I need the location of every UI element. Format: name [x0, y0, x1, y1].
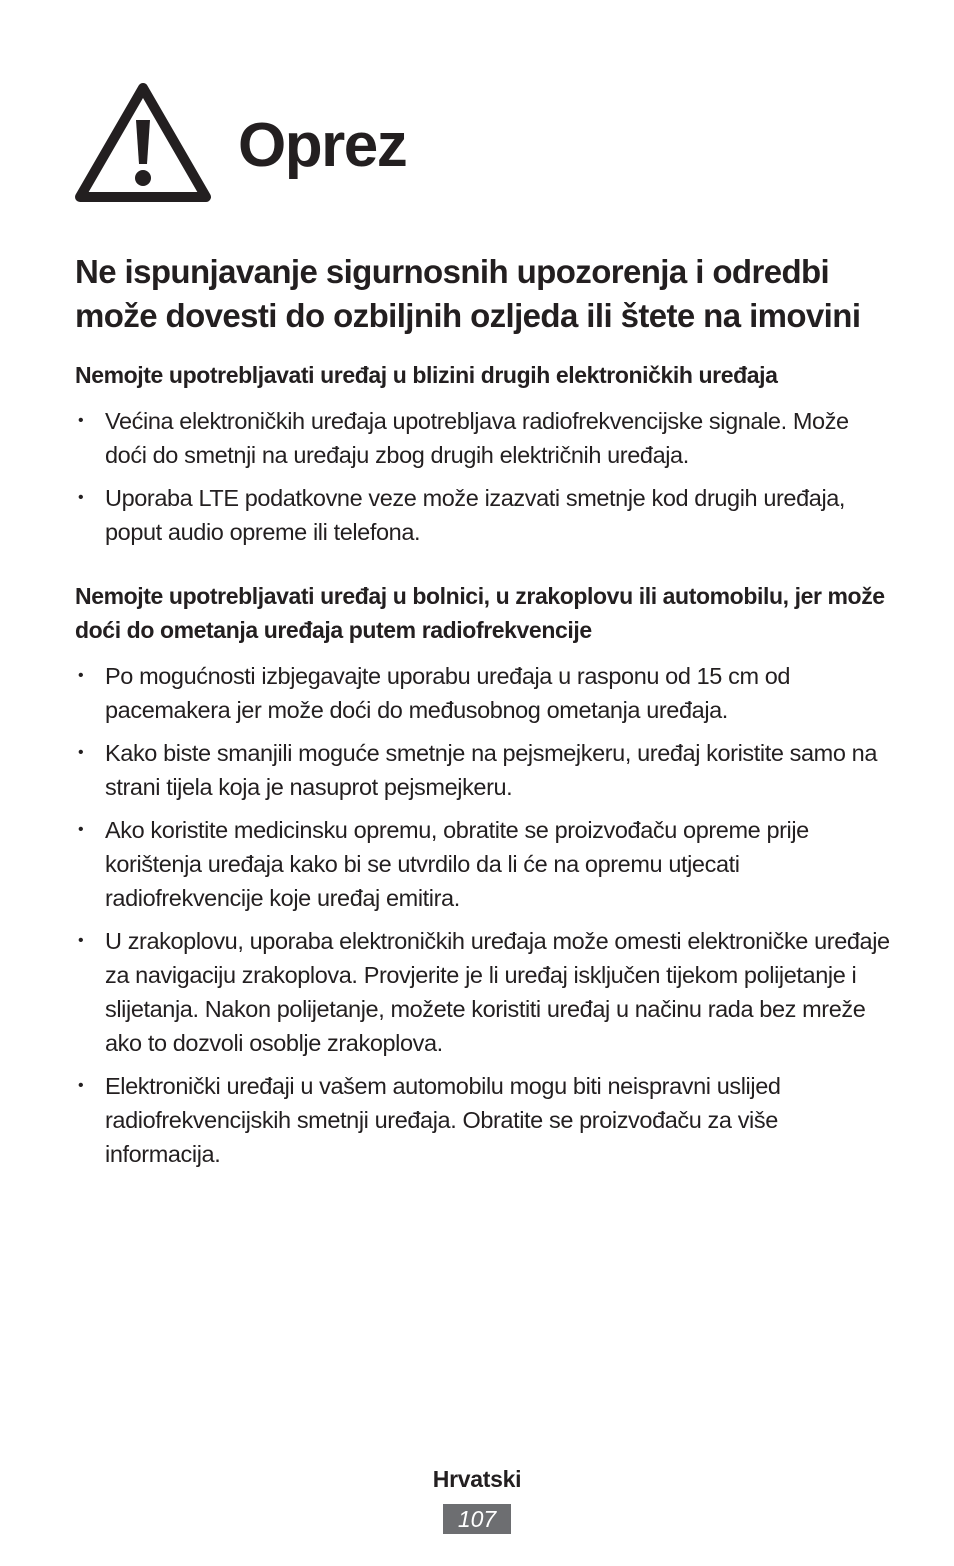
list-item	[75, 659, 890, 727]
bullet-icon: •	[78, 667, 84, 684]
list-item	[75, 404, 890, 472]
warning-triangle-icon	[74, 80, 212, 204]
footer-language: Hrvatski	[432, 1466, 522, 1492]
list-item-text: Većina elektroničkih uređaja upotrebljava radiofrekvencijske signale. Može doći do smetnji na uređaju zbog drugih električnih uređaja.	[105, 408, 849, 468]
page-header	[74, 80, 406, 204]
bullet-icon: •	[78, 1077, 84, 1094]
bullet-list-electronic-devices	[75, 404, 890, 549]
bullet-icon: •	[78, 412, 84, 429]
list-item-text: U zrakoplovu, uporaba elektroničkih uređaja može omesti elektroničke uređaje za navigaciju zrakoplova. Provjerite je li uređaj isključen tijekom polijetanje i slijetanja. Nakon polijetanje, možete koristiti uređaj u načinu rada bez mreže ako to dozvoli osoblje zrakoplova.	[105, 928, 890, 1056]
section-heading-electronic-devices: Nemojte upotrebljavati uređaj u blizini drugih elektroničkih uređaja	[75, 362, 778, 388]
bullet-icon: •	[78, 821, 84, 838]
list-item	[75, 736, 890, 804]
list-item	[75, 481, 890, 549]
main-heading: Ne ispunjavanje sigurnosnih upozorenja i odredbi može dovesti do ozbiljnih ozljeda ili štete na imovini	[75, 253, 861, 334]
list-item-text: Uporaba LTE podatkovne veze može izazvati smetnje kod drugih uređaja, poput audio opreme ili telefona.	[105, 485, 846, 545]
bullet-list-hospital-aircraft	[75, 659, 890, 1171]
list-item	[75, 813, 890, 915]
list-item-text: Kako biste smanjili moguće smetnje na pejsmejkeru, uređaj koristite samo na strani tijela koja je nasuprot pejsmejkeru.	[105, 740, 877, 800]
list-item-text: Elektronički uređaji u vašem automobilu mogu biti neispravni uslijed radiofrekvencijskih smetnji uređaja. Obratite se proizvođaču za više informacija.	[105, 1073, 781, 1167]
bullet-icon: •	[78, 932, 84, 949]
page-title: Oprez	[238, 111, 407, 180]
list-item-text: Ako koristite medicinsku opremu, obratite se proizvođaču opreme prije korištenja uređaja kako bi se utvrdilo da li će na opremu utjecati radiofrekvencije koje uređaj emitira.	[105, 817, 809, 911]
bullet-icon: •	[78, 489, 84, 506]
list-item	[75, 924, 890, 1060]
page-footer	[0, 1462, 954, 1534]
bullet-icon: •	[78, 744, 84, 761]
list-item-text: Po mogućnosti izbjegavajte uporabu uređaja u rasponu od 15 cm od pacemakera jer može doći do međusobnog ometanja uređaja.	[105, 663, 791, 723]
section-heading-hospital-aircraft: Nemojte upotrebljavati uređaj u bolnici, u zrakoplovu ili automobilu, jer može doći do ometanja uređaja putem radiofrekvencije	[75, 583, 885, 643]
page-number: 107	[443, 1504, 511, 1534]
page-content	[75, 250, 890, 1180]
list-item	[75, 1069, 890, 1171]
